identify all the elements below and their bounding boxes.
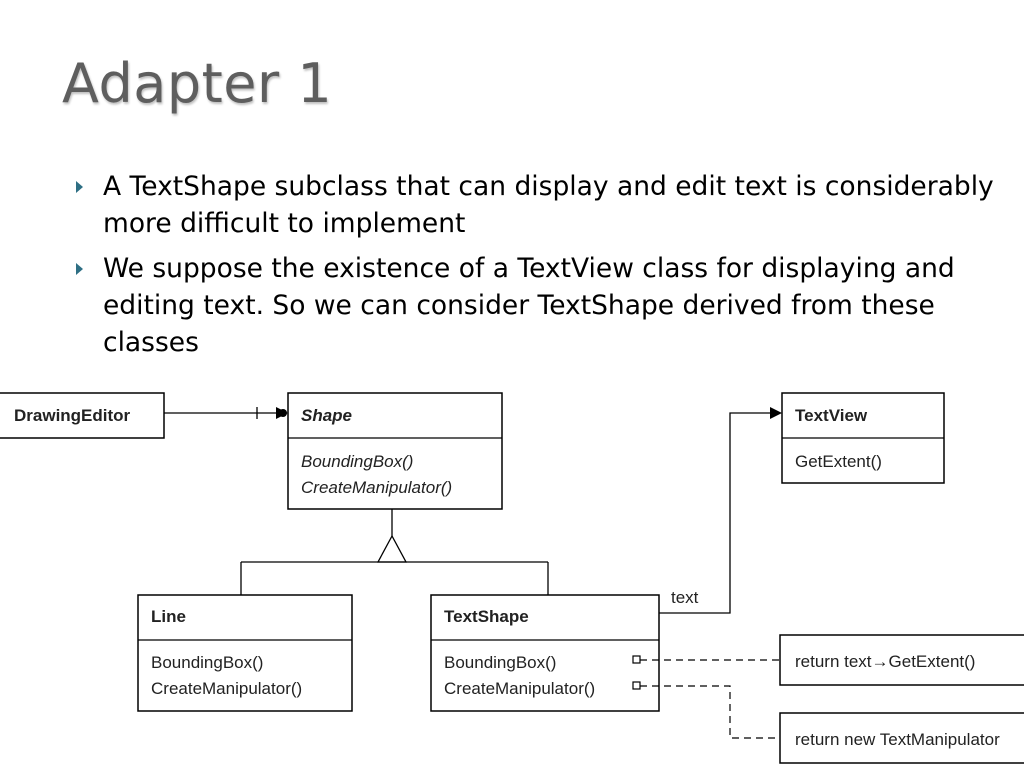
operation: GetExtent() <box>795 452 882 471</box>
operation: BoundingBox() <box>444 653 557 672</box>
note-text: return text→GetExtent() <box>795 652 976 671</box>
operation: CreateManipulator() <box>151 679 303 698</box>
inheritance-connector <box>241 509 548 595</box>
arrowhead-icon <box>770 407 782 419</box>
operation: CreateManipulator() <box>444 679 596 698</box>
line-class <box>138 595 352 711</box>
association-drawingeditor-shape <box>164 407 288 419</box>
note-text: return new TextManipulator <box>795 730 1000 749</box>
class-name: DrawingEditor <box>14 406 131 425</box>
operation: CreateManipulator() <box>301 478 453 497</box>
slide-title: Adapter 1 <box>62 52 333 115</box>
bullet-text: We suppose the existence of a TextView class for displaying and editing text. So we can consider TextShape derived from these classes <box>103 253 955 358</box>
note-getextent <box>780 635 1024 685</box>
association-textshape-textview <box>659 407 782 613</box>
class-name: TextView <box>795 406 868 425</box>
shape-class <box>288 393 502 509</box>
class-name: TextShape <box>444 607 529 626</box>
bullet-text: A TextShape subclass that can display and edit text is considerably more difficult to implement <box>103 171 994 239</box>
note-textmanipulator <box>780 713 1024 763</box>
class-name: Shape <box>301 406 353 425</box>
class-name: Line <box>151 607 186 626</box>
drawing-editor-class <box>0 393 164 438</box>
association-label: text <box>671 588 699 607</box>
textshape-class <box>431 595 659 711</box>
textview-class <box>782 393 944 483</box>
operation: BoundingBox() <box>301 452 414 471</box>
inheritance-triangle-icon <box>378 536 406 562</box>
operation: BoundingBox() <box>151 653 264 672</box>
